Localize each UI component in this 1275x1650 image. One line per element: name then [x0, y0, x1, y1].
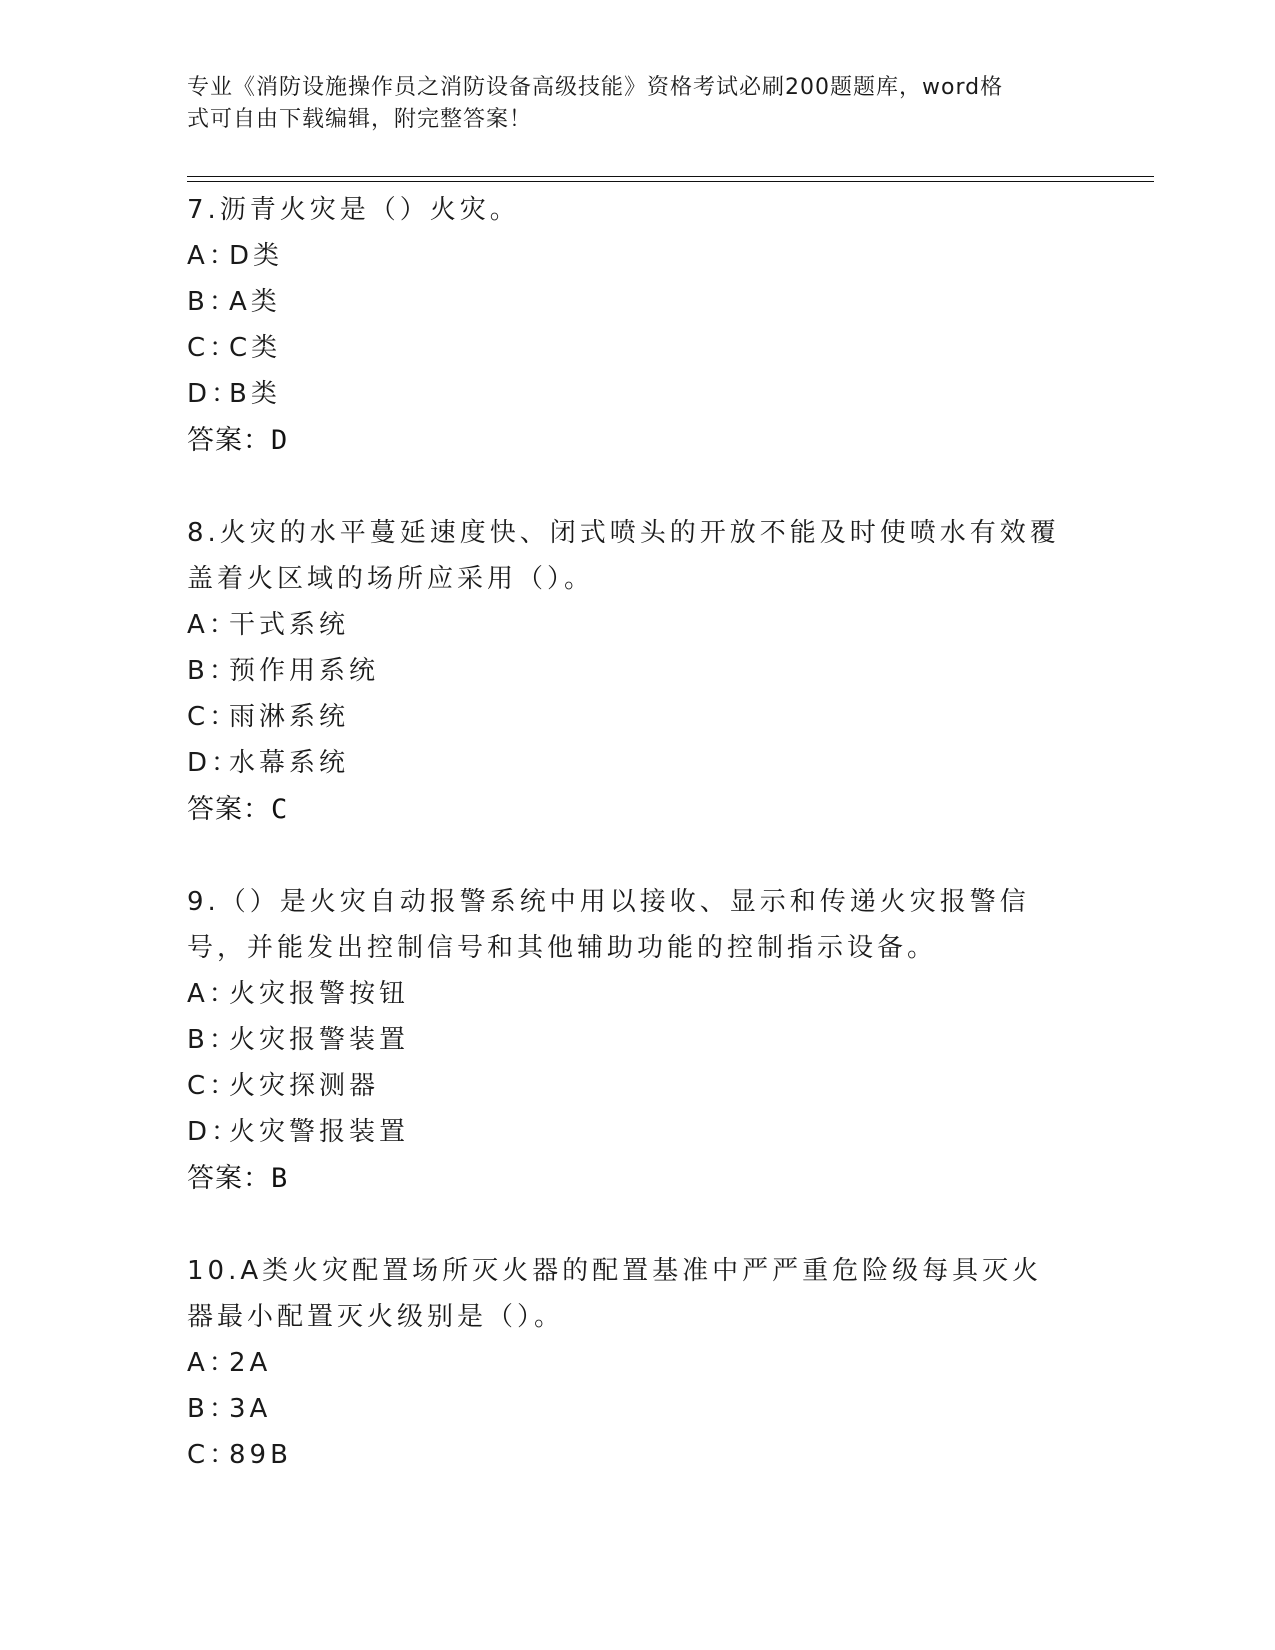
option-text: D类 [229, 241, 284, 271]
option-key: C： [187, 1071, 240, 1101]
header-divider [187, 176, 1154, 182]
question-text: 9.（）是火灾自动报警系统中用以接收、显示和传递火灾报警信号，并能发出控制信号和其他辅助功能的控制指示设备。 [187, 887, 1030, 963]
option-text: 火灾报警装置 [229, 1025, 410, 1055]
option-key: C： [187, 333, 240, 363]
answer-label: 答案： [187, 425, 271, 455]
option-key: A： [187, 979, 239, 1009]
question-9 [187, 879, 1067, 1202]
option-c [187, 1063, 1067, 1109]
option-d [187, 1109, 1067, 1155]
option-key: D： [187, 379, 242, 409]
answer-value: D [271, 425, 289, 456]
option-text: 火灾警报装置 [229, 1117, 410, 1147]
option-key: A： [187, 241, 239, 271]
question-text: 7.沥青火灾是（）火灾。 [187, 195, 520, 225]
option-key: D： [187, 748, 242, 778]
option-d [187, 740, 1067, 786]
option-text: A类 [229, 287, 281, 317]
option-text: 水幕系统 [229, 748, 350, 778]
option-key: B： [187, 1025, 239, 1055]
question-text: 10.A类火灾配置场所灭火器的配置基准中严严重危险级每具灭火器最小配置灭火级别是（）。 [187, 1256, 1043, 1332]
option-c [187, 325, 1067, 371]
answer-value: B [271, 1163, 289, 1194]
option-text: 火灾探测器 [229, 1071, 380, 1101]
option-d [187, 371, 1067, 417]
option-text: B类 [229, 379, 281, 409]
option-text: C类 [229, 333, 282, 363]
option-key: B： [187, 287, 239, 317]
question-7 [187, 187, 1067, 464]
option-c [187, 1432, 1067, 1478]
option-a [187, 602, 1067, 648]
option-text: 3A [229, 1394, 272, 1424]
document-header [187, 72, 1067, 136]
option-text: 干式系统 [229, 610, 350, 640]
option-text: 预作用系统 [229, 656, 380, 686]
option-text: 2A [229, 1348, 272, 1378]
answer-label: 答案： [187, 794, 271, 824]
option-text: 火灾报警按钮 [229, 979, 410, 1009]
option-a [187, 233, 1067, 279]
option-key: C： [187, 1440, 240, 1470]
option-b [187, 279, 1067, 325]
answer-line [187, 786, 1067, 833]
option-key: B： [187, 1394, 239, 1424]
option-text: 89B [229, 1440, 292, 1470]
option-b [187, 1017, 1067, 1063]
option-key: A： [187, 1348, 239, 1378]
option-a [187, 1340, 1067, 1386]
answer-label: 答案： [187, 1163, 271, 1193]
header-line-2: 式可自由下载编辑，附完整答案！ [187, 107, 533, 132]
option-key: D： [187, 1117, 242, 1147]
option-key: A： [187, 610, 239, 640]
question-list [187, 187, 1067, 1524]
answer-value: C [271, 794, 289, 825]
option-key: C： [187, 702, 240, 732]
option-key: B： [187, 656, 239, 686]
header-line-1: 专业《消防设施操作员之消防设备高级技能》资格考试必刷200题题库，word格 [187, 75, 1004, 100]
option-a [187, 971, 1067, 1017]
option-text: 雨淋系统 [229, 702, 350, 732]
option-b [187, 1386, 1067, 1432]
question-text: 8.火灾的水平蔓延速度快、闭式喷头的开放不能及时使喷水有效覆盖着火区域的场所应采用（）。 [187, 518, 1060, 594]
option-c [187, 694, 1067, 740]
answer-line [187, 417, 1067, 464]
question-10 [187, 1248, 1067, 1478]
answer-line [187, 1155, 1067, 1202]
question-8 [187, 510, 1067, 833]
option-b [187, 648, 1067, 694]
